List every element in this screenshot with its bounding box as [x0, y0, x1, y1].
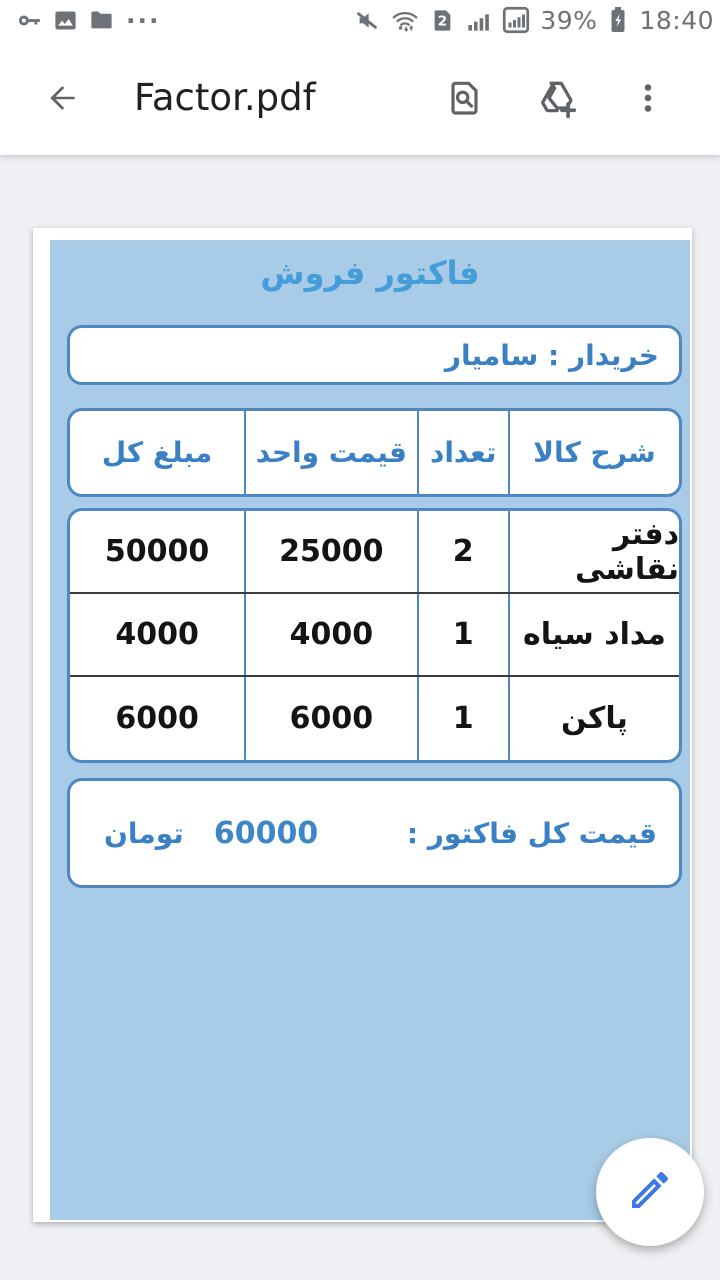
cell-unit-price: 6000 [244, 677, 416, 760]
total-group [104, 816, 318, 851]
table-row [70, 594, 679, 677]
table-header [67, 408, 682, 497]
cell-total: 4000 [115, 617, 199, 652]
total-value: 60000 [213, 815, 319, 851]
buyer-box [67, 325, 682, 385]
status-bar-right [354, 5, 714, 35]
image-icon [52, 7, 79, 34]
status-bar [0, 0, 720, 40]
header-item: شرح کالا [508, 411, 679, 494]
cell-item: پاکن [508, 677, 679, 760]
more-notifications: ... [126, 0, 161, 29]
cell-total: 6000 [115, 701, 199, 736]
status-bar-left [16, 0, 161, 35]
overflow-menu-icon[interactable] [626, 76, 670, 120]
pdf-page [33, 228, 692, 1222]
cell-item: مداد سیاه [508, 594, 679, 675]
invoice-title: فاکتور فروش [260, 254, 480, 292]
invoice-background [50, 240, 690, 1220]
find-in-file-icon[interactable] [442, 76, 486, 120]
back-arrow-icon[interactable] [40, 76, 84, 120]
cell-total: 50000 [104, 534, 210, 569]
table-row [70, 511, 679, 594]
signal-boxed-icon [501, 5, 531, 35]
volume-mute-icon [354, 7, 381, 34]
pdf-viewer-area [0, 155, 720, 1280]
cell-item: دفتر نقاشی [508, 511, 679, 592]
header-total: مبلغ کل [101, 436, 213, 469]
signal-icon [465, 7, 492, 34]
clock: 18:40 [639, 5, 714, 35]
document-title: Factor.pdf [134, 76, 316, 119]
app-bar [0, 40, 720, 155]
table-row [70, 677, 679, 760]
cell-qty: 1 [417, 677, 508, 760]
pencil-icon [626, 1166, 674, 1218]
wifi-icon [390, 7, 420, 34]
battery-percent: 39% [540, 5, 598, 35]
table-body [67, 508, 682, 763]
svg-text:2: 2 [438, 13, 448, 30]
buyer-line: خریدار : سامیار [444, 338, 659, 372]
sim-card-icon [429, 7, 456, 34]
total-currency: تومان [104, 816, 184, 850]
header-unit-price: قیمت واحد [244, 411, 416, 494]
edit-fab[interactable] [596, 1138, 704, 1246]
key-icon [16, 7, 43, 34]
cell-unit-price: 25000 [244, 511, 416, 592]
app-bar-actions [442, 76, 670, 120]
add-to-drive-icon[interactable] [534, 76, 578, 120]
total-label: قیمت کل فاکتور : [406, 816, 657, 850]
invoice-total-box [67, 778, 682, 888]
header-qty: تعداد [417, 411, 508, 494]
cell-qty: 2 [417, 511, 508, 592]
cell-qty: 1 [417, 594, 508, 675]
folder-icon [88, 7, 115, 34]
battery-charging-icon [606, 5, 630, 35]
cell-unit-price: 4000 [244, 594, 416, 675]
